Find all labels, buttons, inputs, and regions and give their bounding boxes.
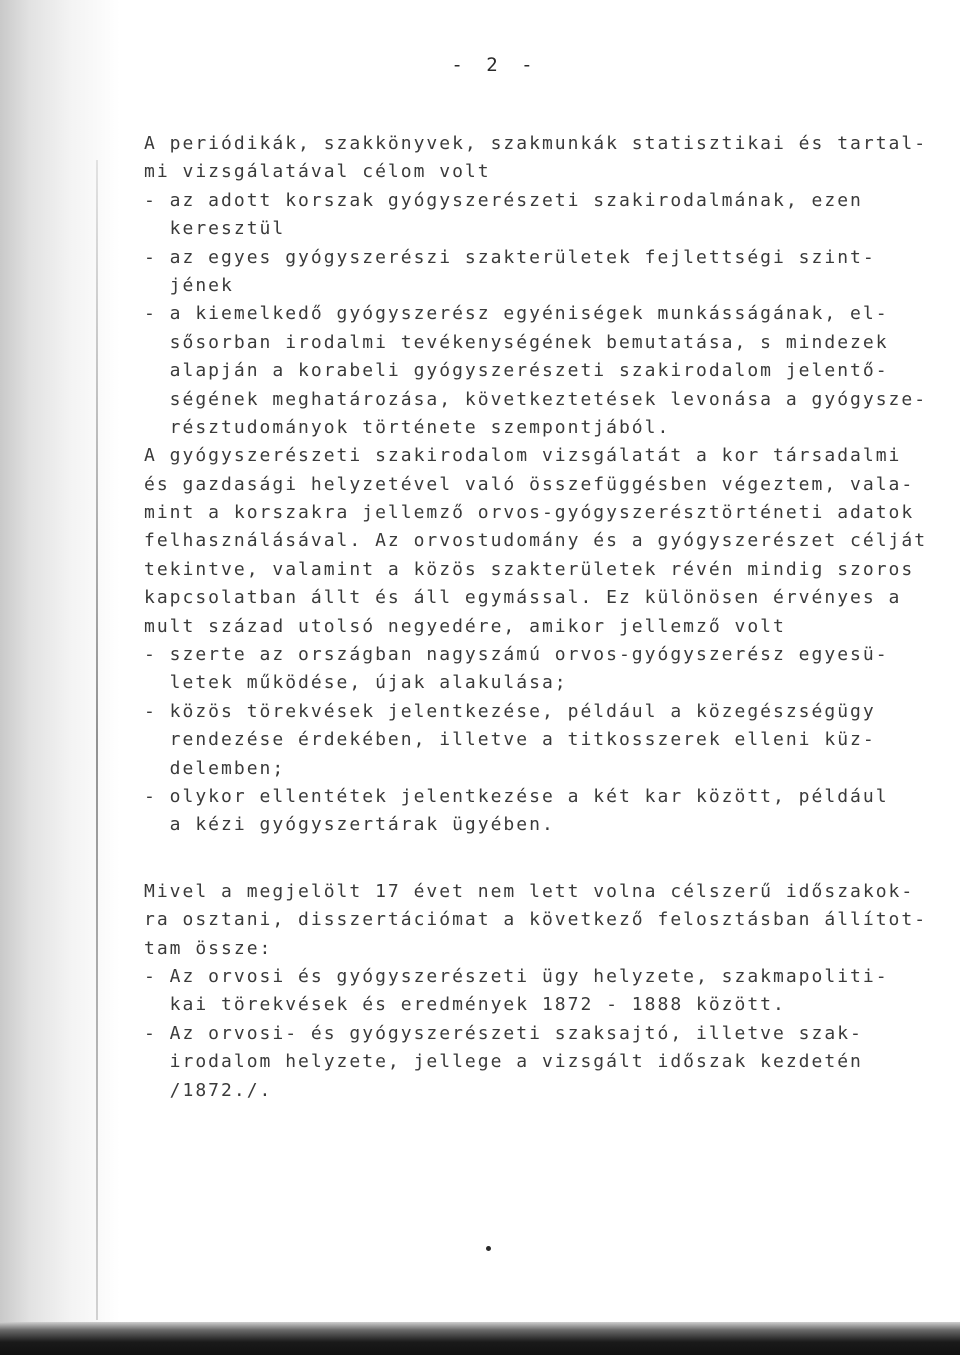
text-line: irodalom helyzete, jellege a vizsgált időszak kezdetén bbox=[144, 1051, 863, 1073]
text-line: kapcsolatban állt és áll egymással. Ez különösen érvényes a bbox=[144, 587, 902, 609]
text-line: alapján a korabeli gyógyszerészeti szakirodalom jelentő- bbox=[144, 360, 889, 382]
text-line: /1872./. bbox=[144, 1079, 273, 1101]
text-line: mi vizsgálatával célom volt bbox=[144, 161, 491, 183]
text-line: - szerte az országban nagyszámú orvos-gyógyszerész egyesü- bbox=[144, 644, 889, 666]
text-line: rendezése érdekében, illetve a titkosszerek elleni küz- bbox=[144, 729, 876, 751]
text-line: és gazdasági helyzetével való összefüggésben végeztem, vala- bbox=[144, 473, 915, 495]
text-line: - az adott korszak gyógyszerészeti szakirodalmának, ezen bbox=[144, 189, 863, 211]
text-line: - Az orvosi és gyógyszerészeti ügy helyzete, szakmapoliti- bbox=[144, 965, 889, 987]
text-line: ra osztani, disszertációmat a következő felosztásban állítot- bbox=[144, 909, 928, 931]
text-line: A periódikák, szakkönyvek, szakmunkák statisztikai és tartal- bbox=[144, 133, 928, 154]
text-line: A gyógyszerészeti szakirodalom vizsgálatát a kor társadalmi bbox=[144, 445, 902, 467]
text-line: - olykor ellentétek jelentkezése a két kar között, például bbox=[144, 785, 889, 807]
text-line: jének bbox=[144, 274, 234, 296]
text-line: sősorban irodalmi tevékenységének bemutatása, s mindezek bbox=[144, 331, 889, 353]
paragraph-gap bbox=[144, 840, 904, 878]
page-number: - 2 - bbox=[451, 54, 539, 76]
text-line: - közös törekvések jelentkezése, például a közegészségügy bbox=[144, 700, 876, 722]
document-body bbox=[144, 130, 928, 1105]
text-line: keresztül bbox=[144, 218, 286, 240]
text-line: - Az orvosi- és gyógyszerészeti szaksajtó, illetve szak- bbox=[144, 1022, 863, 1044]
text-line: mult század utolsó negyedére, amikor jellemző volt bbox=[144, 615, 786, 637]
text-line: a kézi gyógyszertárak ügyében. bbox=[144, 814, 555, 836]
scan-bottom-band bbox=[0, 1322, 960, 1355]
text-line: tam össze: bbox=[144, 937, 273, 959]
ink-dot bbox=[486, 1246, 491, 1251]
scan-binding-line bbox=[96, 160, 98, 1320]
text-line: tekintve, valamint a közös szakterületek révén mindig szoros bbox=[144, 558, 915, 580]
text-line: résztudományok története szempontjából. bbox=[144, 416, 671, 438]
text-line: felhasználásával. Az orvostudomány és a gyógyszerészet célját bbox=[144, 530, 928, 552]
text-line: mint a korszakra jellemző orvos-gyógyszerésztörténeti adatok bbox=[144, 502, 915, 524]
text-line: kai törekvések és eredmények 1872 - 1888 között. bbox=[144, 994, 786, 1016]
text-line: delemben; bbox=[144, 757, 286, 779]
text-line: Mivel a megjelölt 17 évet nem lett volna célszerű időszakok- bbox=[144, 880, 915, 902]
text-line: - a kiemelkedő gyógyszerész egyéniségek munkásságának, el- bbox=[144, 303, 889, 325]
text-line: letek működése, újak alakulása; bbox=[144, 672, 568, 694]
text-line: ségének meghatározása, következtetések levonása a gyógysze- bbox=[144, 388, 928, 410]
text-line: - az egyes gyógyszerészi szakterületek fejlettségi szint- bbox=[144, 246, 876, 268]
scan-left-edge-shadow bbox=[0, 0, 120, 1355]
